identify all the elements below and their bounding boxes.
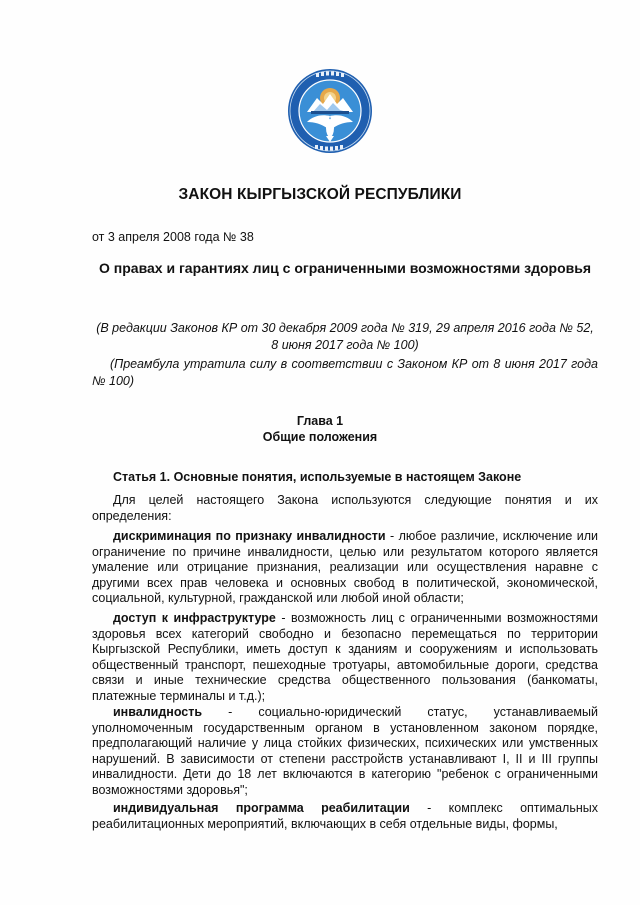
chapter-name: Общие положения [262,430,378,444]
document-title: ЗАКОН КЫРГЫЗСКОЙ РЕСПУБЛИКИ [178,186,462,203]
definition-paragraph [92,529,598,607]
definition-term: доступ к инфраструктуре [113,611,276,625]
document-subtitle: О правах и гарантиях лиц с ограниченными возможностями здоровья [99,260,591,276]
definition-paragraph [92,705,598,799]
preamble-note: (Преамбула утратила силу в соответствии с Законом КР от 8 июня 2017 года № 100) [92,357,598,388]
definition-paragraph [92,801,598,832]
definition-text: - любое различие, исключение или ограничение по причине инвалидности, целью или результатом которого является умаление или отрицание признания, реализации или осуществления наравне с другими всех прав человека и основных свобод в политической, экономической, социальной, культурной, гражданской или любой иной области; [92,529,598,606]
article-title: Статья 1. Основные понятия, используемые в настоящем Законе [113,470,522,484]
definition-term: инвалидность [113,705,203,719]
definition-term: индивидуальная программа реабилитации [113,801,410,815]
amendment-note: (В редакции Законов КР от 30 декабря 2009 года № 319, 29 апреля 2016 года № 52, 8 июня 2017 года № 100) [96,321,594,352]
kyrgyz-state-emblem-icon [287,68,373,154]
chapter-number: Глава 1 [296,414,344,428]
definition-text: - комплекс оптимальных реабилитационных мероприятий, включающих в себя отдельные виды, формы, [92,801,598,831]
definition-text: - социально-юридический статус, устанавливаемый уполномоченным государственным органом в установленном законом порядке, предполагающий наличие у лица стойких физических, психических или умственных нарушений. В зависимости от степени расстройств устанавливают I, II и III группы инвалидности. Дети до 18 лет включаются в категорию "ребенок с ограниченными возможностями здоровья"; [92,705,598,797]
document-date: от 3 апреля 2008 года № 38 [92,230,254,244]
chapter-heading [0,413,640,445]
article-intro: Для целей настоящего Закона используются следующие понятия и их определения: [92,493,598,523]
definition-paragraph [92,611,598,705]
definition-text: - возможность лиц с ограниченными возможностями здоровья всех категорий свободно и безопасно перемещаться по территории Кыргызской Республики, иметь доступ к зданиям и сооружениям и использовать общественный транспорт, пешеходные тротуары, автомобильные дороги, средства связи и иные технические средства общественного пользования (банкоматы, платежные терминалы и т.д.); [92,611,598,703]
definition-term: дискриминация по признаку инвалидности [113,529,386,543]
